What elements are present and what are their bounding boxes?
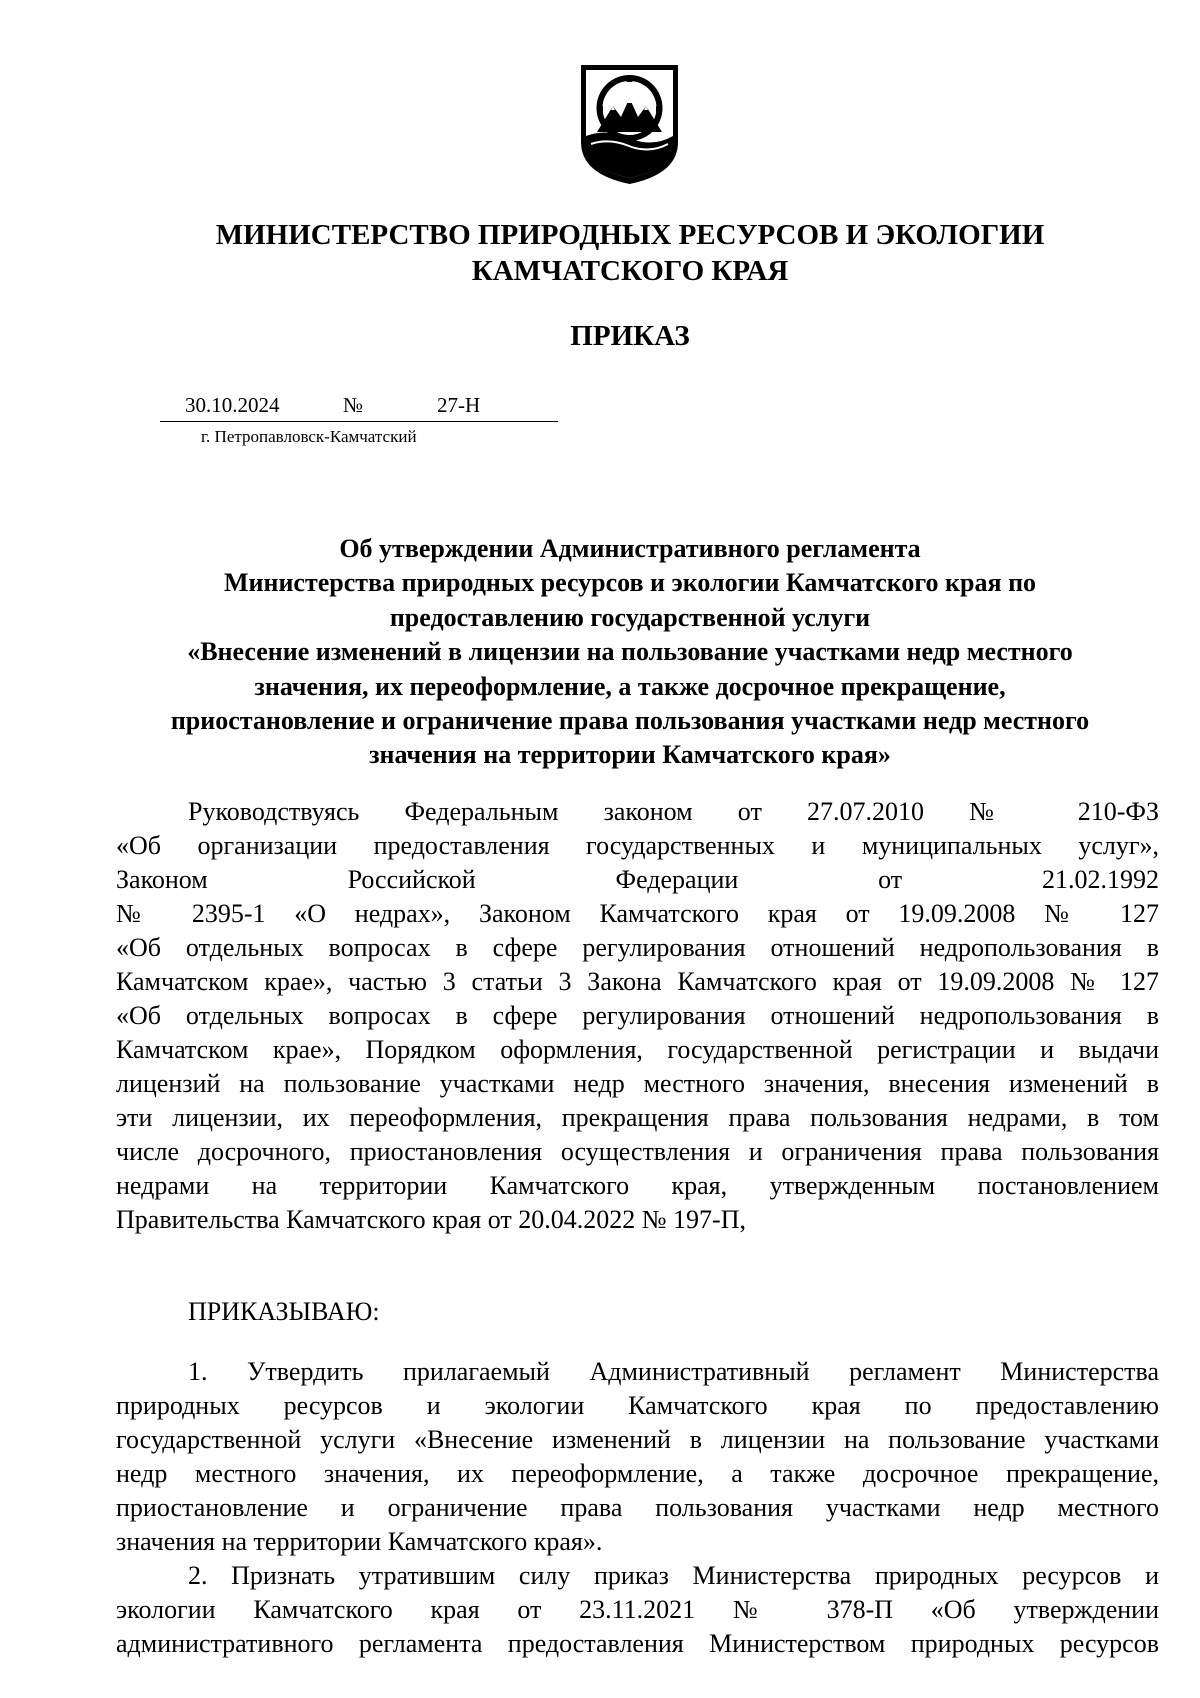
- subject-line: приостановление и ограничение права пользования участками недр местного: [170, 706, 1090, 736]
- item-1-line: государственной услуги «Внесение изменений в лицензии на пользование участками: [116, 1425, 1159, 1454]
- preamble-line: Правительства Камчатского края от 20.04.2022 № 197-П,: [116, 1205, 746, 1234]
- preamble-line: Камчатском крае», частью 3 статьи 3 Закона Камчатского края от 19.09.2008 № 127: [116, 967, 1159, 996]
- registration-underline: [160, 421, 558, 422]
- preamble-line: «Об отдельных вопросах в сфере регулирования отношений недропользования в: [116, 1001, 1159, 1030]
- document-type-title: ПРИКАЗ: [570, 320, 690, 352]
- item-1-line: недр местного значения, их переоформление, а также досрочное прекращение,: [116, 1459, 1159, 1488]
- issue-city: г. Петропавловск-Камчатский: [201, 427, 417, 446]
- order-subject: [100, 532, 1160, 773]
- preamble-line: лицензий на пользование участками недр местного значения, внесения изменений в: [116, 1069, 1159, 1098]
- ministry-name-line-1: МИНИСТЕРСТВО ПРИРОДНЫХ РЕСУРСОВ И ЭКОЛОГИИ: [215, 219, 1045, 251]
- item-1-line: 1. Утвердить прилагаемый Административный регламент Министерства: [188, 1357, 1159, 1386]
- subject-line: значения, их переоформление, а также досрочное прекращение,: [254, 671, 1006, 701]
- order-number-label: №: [343, 393, 364, 417]
- preamble-line: Руководствуясь Федеральным законом от 27.07.2010 № 210-ФЗ: [188, 797, 1159, 826]
- preamble-line: Камчатском крае», Порядком оформления, государственной регистрации и выдачи: [116, 1035, 1159, 1064]
- ministry-name-line-2: КАМЧАТСКОГО КРАЯ: [471, 255, 789, 287]
- preamble-line: числе досрочного, приостановления осуществления и ограничения права пользования: [116, 1137, 1159, 1166]
- preamble-line: эти лицензии, их переоформления, прекращения права пользования недрами, в том: [116, 1103, 1159, 1132]
- preamble-line: недрами на территории Камчатского края, утвержденным постановлением: [116, 1171, 1159, 1200]
- item-2-line: 2. Признать утратившим силу приказ Министерства природных ресурсов и: [188, 1561, 1159, 1590]
- kamchatka-coat-of-arms-icon: [577, 62, 682, 187]
- subject-line: «Внесение изменений в лицензии на пользование участками недр местного: [187, 637, 1073, 667]
- subject-line: Министерства природных ресурсов и экологии Камчатского края по: [223, 568, 1037, 598]
- preamble-line: № 2395-1 «О недрах», Законом Камчатского края от 19.09.2008 № 127: [116, 899, 1159, 928]
- subject-line: значения на территории Камчатского края»: [369, 740, 891, 770]
- item-2-line: экологии Камчатского края от 23.11.2021 № 378-П «Об утверждении: [116, 1595, 1159, 1624]
- order-date: 30.10.2024: [185, 393, 280, 417]
- item-1-line: значения на территории Камчатского края».: [116, 1527, 603, 1556]
- preamble-line: «Об отдельных вопросах в сфере регулирования отношений недропользования в: [116, 933, 1159, 962]
- item-1-line: природных ресурсов и экологии Камчатского края по предоставлению: [116, 1391, 1159, 1420]
- order-number: 27-Н: [437, 393, 481, 417]
- item-2-line: административного регламента предоставления Министерством природных ресурсов: [116, 1629, 1159, 1658]
- subject-line: предоставлению государственной услуги: [389, 602, 871, 632]
- subject-line: Об утверждении Административного регламента: [339, 534, 921, 563]
- order-directive: ПРИКАЗЫВАЮ:: [188, 1297, 380, 1326]
- preamble-line: «Об организации предоставления государственных и муниципальных услуг»,: [116, 831, 1159, 860]
- preamble-line: Законом Российской Федерации от 21.02.1992: [116, 865, 1159, 894]
- item-1-line: приостановление и ограничение права пользования участками недр местного: [116, 1493, 1159, 1522]
